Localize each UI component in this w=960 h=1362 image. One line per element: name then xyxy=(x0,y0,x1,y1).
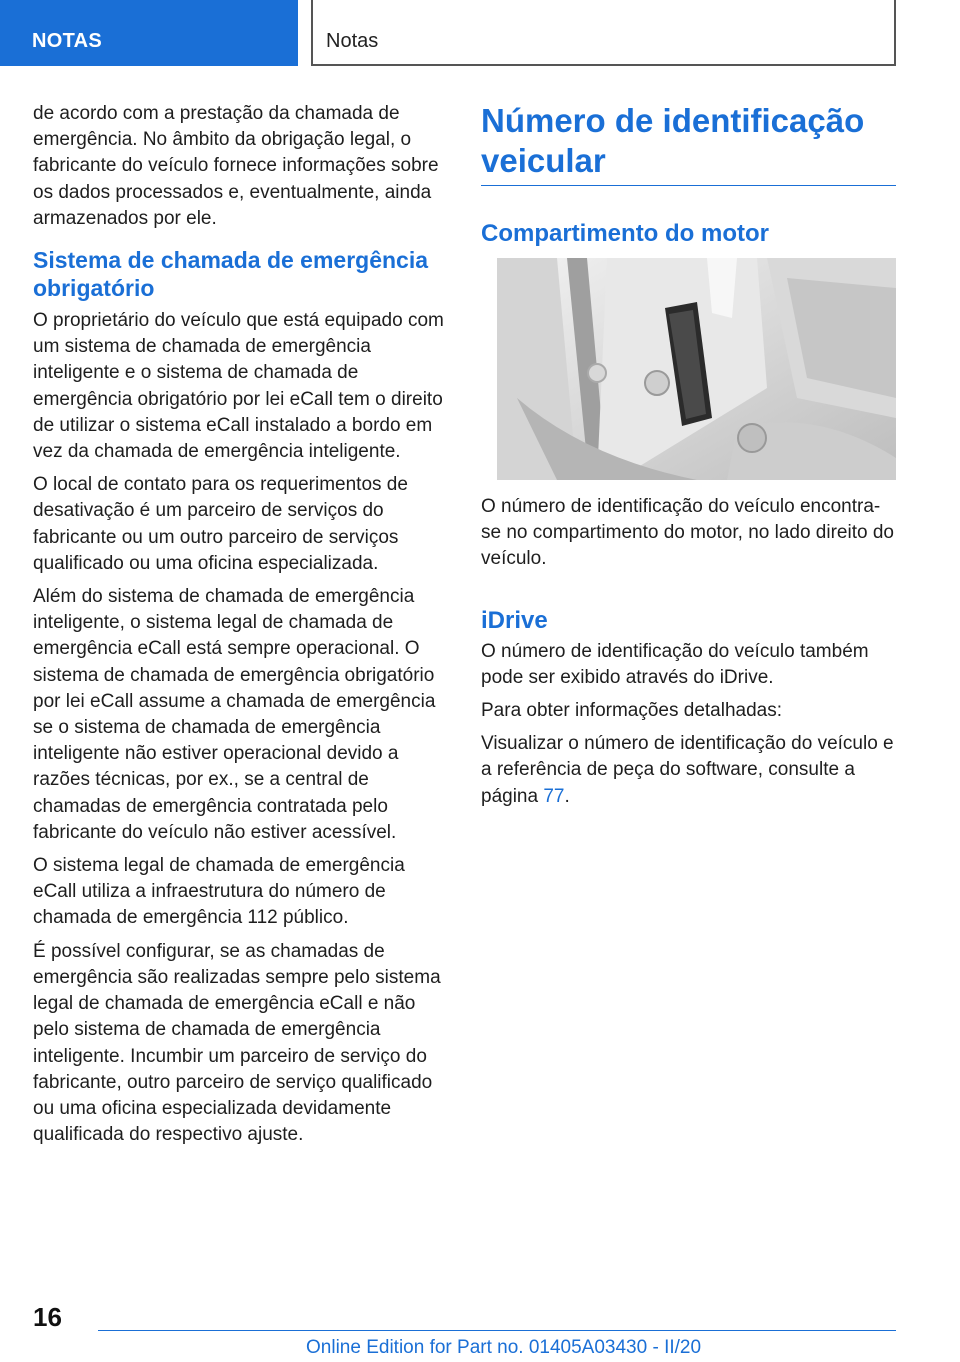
heading-mandatory-ecall: Sistema de chamada de emergência obrigatório xyxy=(33,247,429,302)
paragraph-1: O proprietário do veículo que está equipado com um sistema de chamada de emergência inteligente e o sistema de chamada de emergência obrigatório por lei eCall tem o direito de utilizar o sistema eCall instalado a bordo em vez da chamada de emergência inteligente. xyxy=(33,310,444,463)
page-reference-link[interactable]: 77 xyxy=(543,785,565,807)
paragraph-5: É possível configurar, se as chamadas de emergência são realizadas sempre pelo sistema legal de chamada de emergência eCall e não pelo sistema de chamada de emergência inteligente. Incumbir um parceiro de serviço do fabricante, outro parceiro de serviço qualificado ou uma oficina especializada devidamente qualificada do respectivo ajuste. xyxy=(33,940,441,1146)
chapter-title: Notas xyxy=(311,0,896,66)
footer-rule xyxy=(98,1330,896,1331)
paragraph-3: Além do sistema de chamada de emergência inteligente, o sistema legal de chamada de emergência eCall está sempre operacional. O sistema de chamada de emergência obrigatório por lei eCall assume a chamada de emergência se o sistema de chamada de emergência inteligente não estiver operacional devido a razões técnicas, por ex., se a central de chamadas de emergência contratada pelo fabricante do veículo não estiver acessível. xyxy=(33,586,436,843)
engine-compartment-illustration xyxy=(497,258,896,480)
heading-engine-compartment: Compartimento do motor xyxy=(481,220,769,247)
paragraph-4: O sistema legal de chamada de emergência eCall utiliza a infraestrutura do número de chamada de emergência 112 público. xyxy=(33,855,405,929)
idrive-text-3-period: . xyxy=(564,785,570,807)
right-column xyxy=(481,101,896,817)
page-number: 16 xyxy=(33,1302,62,1332)
heading-idrive: iDrive xyxy=(481,606,548,634)
section-tab: NOTAS xyxy=(0,0,298,66)
engine-compartment-photo xyxy=(497,258,896,480)
footer-edition: Online Edition for Part no. 01405A03430 - II/20 xyxy=(306,1337,702,1358)
idrive-text-3-body: Visualizar o número de identificação do veículo e a referência de peça do software, consulte a página xyxy=(481,733,894,807)
engine-compartment-text: O número de identificação do veículo encontra-se no compartimento do motor, no lado direito do veículo. xyxy=(481,496,894,570)
paragraph-2: O local de contato para os requerimentos de desativação é um parceiro de serviços do fabricante ou um outro parceiro de serviços qualificado ou uma oficina especializada. xyxy=(33,474,408,574)
intro-paragraph: de acordo com a prestação da chamada de emergência. No âmbito da obrigação legal, o fabricante do veículo fornece informações sobre os dados processados e, eventualmente, ainda armazenados por ele. xyxy=(33,103,439,229)
heading-rule xyxy=(481,185,896,186)
left-column xyxy=(33,101,448,1155)
idrive-text-1: O número de identificação do veículo também pode ser exibido através do iDrive. xyxy=(481,640,869,688)
heading-vin: Número de identificação veicular xyxy=(481,102,865,179)
idrive-text-3 xyxy=(481,731,896,810)
idrive-text-2: Para obter informações detalhadas: xyxy=(481,700,783,722)
